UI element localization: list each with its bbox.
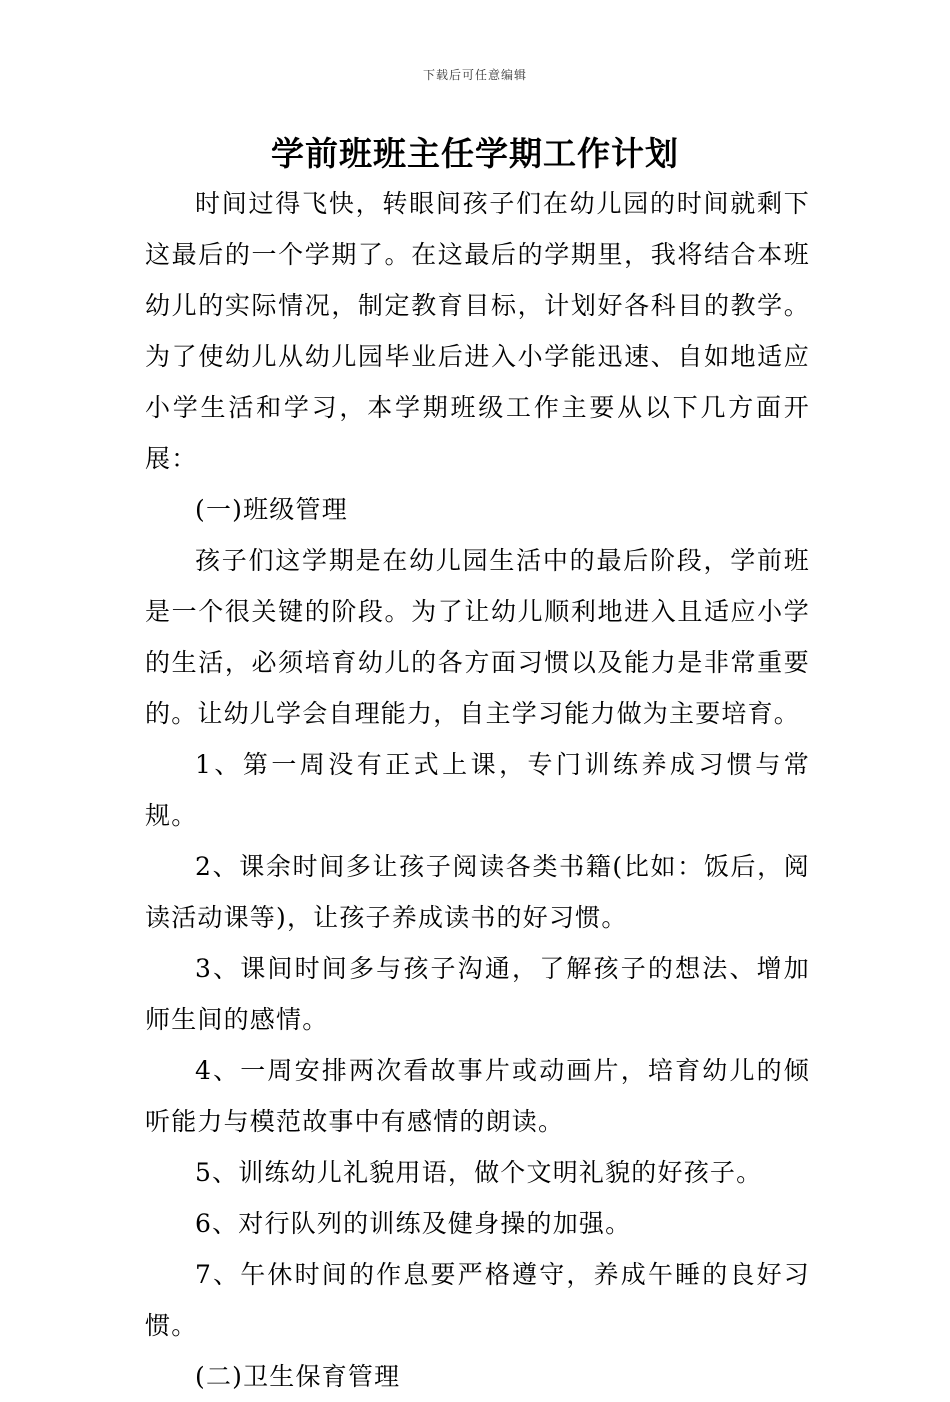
intro-paragraph: 时间过得飞快，转眼间孩子们在幼儿园的时间就剩下这最后的一个学期了。在这最后的学期里，我将结合本班幼儿的实际情况，制定教育目标，计划好各科目的教学。为了使幼儿从幼儿园毕业后进入小学能迅速、自如地适应小学生活和学习，本学期班级工作主要从以下几方面开展： (145, 189, 810, 473)
list-item-6: 6、对行队列的训练及健身操的加强。 (195, 1209, 632, 1238)
list-item-3: 3、课间时间多与孩子沟通，了解孩子的想法、增加师生间的感情。 (145, 954, 810, 1034)
section-heading-hygiene: (二)卫生保育管理 (195, 1362, 401, 1391)
list-item-1: 1、第一周没有正式上课，专门训练养成习惯与常规。 (145, 750, 810, 830)
document-body (145, 178, 810, 1402)
list-item-7: 7、午休时间的作息要严格遵守，养成午睡的良好习惯。 (145, 1260, 810, 1340)
header-note: 下载后可任意编辑 (422, 68, 527, 82)
section-heading-class-management: (一)班级管理 (195, 495, 348, 524)
list-item-5: 5、训练幼儿礼貌用语，做个文明礼貌的好孩子。 (195, 1158, 763, 1187)
class-management-paragraph: 孩子们这学期是在幼儿园生活中的最后阶段，学前班是一个很关键的阶段。为了让幼儿顺利地进入且适应小学的生活，必须培育幼儿的各方面习惯以及能力是非常重要的。让幼儿学会自理能力，自主学习能力做为主要培育。 (145, 546, 810, 728)
list-item-4: 4、一周安排两次看故事片或动画片，培育幼儿的倾听能力与模范故事中有感情的朗读。 (145, 1056, 810, 1136)
document-title: 学前班班主任学期工作计划 (271, 134, 679, 173)
list-item-2: 2、课余时间多让孩子阅读各类书籍(比如：饭后，阅读活动课等)，让孩子养成读书的好习惯。 (145, 852, 810, 932)
